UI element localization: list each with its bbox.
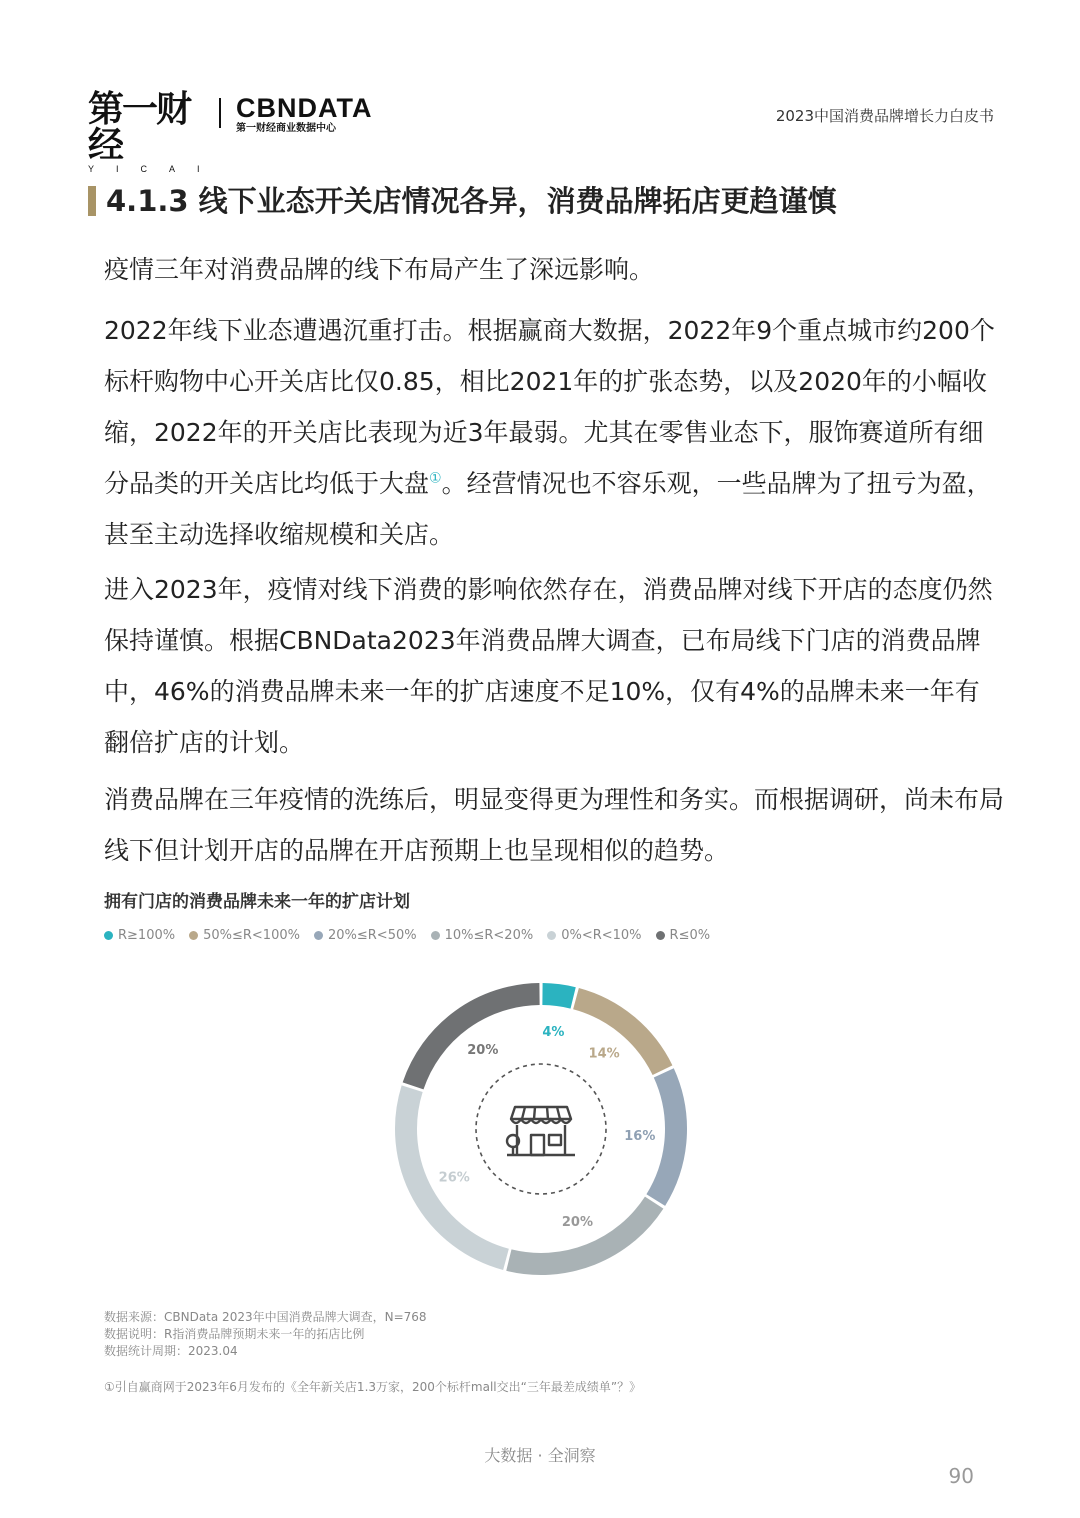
data-period: 数据统计周期：2023.04 <box>104 1344 238 1358</box>
donut-data-label: 14% <box>588 1046 620 1062</box>
store-icon <box>507 1107 575 1155</box>
legend-label: 50%≤R<100% <box>203 928 300 943</box>
donut-data-label: 20% <box>561 1215 594 1231</box>
legend-label: 20%≤R<50% <box>327 928 417 943</box>
donut-slice <box>413 994 539 1086</box>
legend-label: R≥100% <box>118 928 176 943</box>
donut-labels <box>439 1025 656 1230</box>
donut-slice <box>542 994 573 998</box>
footer-slogan: 大数据 · 全洞察 <box>484 1446 596 1465</box>
cbndata-logo-sub: 第一财经商业数据中心 <box>236 123 336 134</box>
donut-data-label: 16% <box>624 1129 656 1145</box>
chart-notes <box>104 1309 427 1360</box>
footnote: ①引自赢商网于2023年6月发布的《全年新关店1.3万家，200个标杆mall交出“三年最差成绩单”？》 <box>104 1380 642 1394</box>
center-dashed-circle <box>476 1064 606 1194</box>
legend-label: 0%<R<10% <box>561 928 642 943</box>
paragraph-2-text: 2022年线下业态遭遇沉重打击。根据赢商大数据，2022年9个重点城市约200个标杆购物中心开关店比仅0.85，相比2021年的扩张态势，以及2020年的小幅收缩，2022年的开关店比表现为近3年最弱。尤其在零售业态下，服饰赛道所有细分品类的开关店比均低于大盘 <box>104 316 995 498</box>
page-number: 90 <box>948 1464 974 1488</box>
footnote-marker[interactable]: ① <box>429 470 442 487</box>
yicai-logo-text: 第一财经 <box>88 89 191 166</box>
legend-label: 10%≤R<20% <box>444 928 534 943</box>
donut-data-label: 20% <box>467 1042 499 1058</box>
paragraph-4: 消费品牌在三年疫情的洗练后，明显变得更为理性和务实。而根据调研，尚未布局线下但计划开店的品牌在开店预期上也呈现相似的趋势。 <box>104 785 1005 865</box>
yicai-logo-sub: YICAI <box>88 164 222 174</box>
section-heading: 4.1.3 线下业态开关店情况各异，消费品牌拓店更趋谨慎 <box>106 184 837 218</box>
cbndata-logo-text: CBNDATA <box>236 93 373 123</box>
data-source: 数据来源：CBNData 2023年中国消费品牌大调查，N=768 <box>104 1310 427 1324</box>
paragraph-1: 疫情三年对消费品牌的线下布局产生了深远影响。 <box>104 255 655 284</box>
donut-slice <box>509 1203 654 1264</box>
donut-data-label: 4% <box>542 1024 565 1040</box>
chart-title: 拥有门店的消费品牌未来一年的扩店计划 <box>104 892 410 912</box>
donut-slice <box>656 1073 676 1200</box>
paragraph-2-tail: 。经营情况也不容乐观，一些品牌为了扭亏为盈，甚至主动选择收缩规模和关店。 <box>104 469 992 549</box>
data-explain: 数据说明：R指消费品牌预期未来一年的拓店比例 <box>104 1327 365 1341</box>
paragraph-3: 进入2023年，疫情对线下消费的影响依然存在，消费品牌对线下开店的态度仍然保持谨慎。根据CBNData2023年消费品牌大调查，已布局线下门店的消费品牌中，46%的消费品牌未来一年的扩店速度不足10%，仅有4%的品牌未来一年有翻倍扩店的计划。 <box>104 575 993 757</box>
document-title: 2023中国消费品牌增长力白皮书 <box>775 107 994 125</box>
legend-label: R≤0% <box>669 928 711 943</box>
donut-data-label: 26% <box>438 1170 470 1186</box>
